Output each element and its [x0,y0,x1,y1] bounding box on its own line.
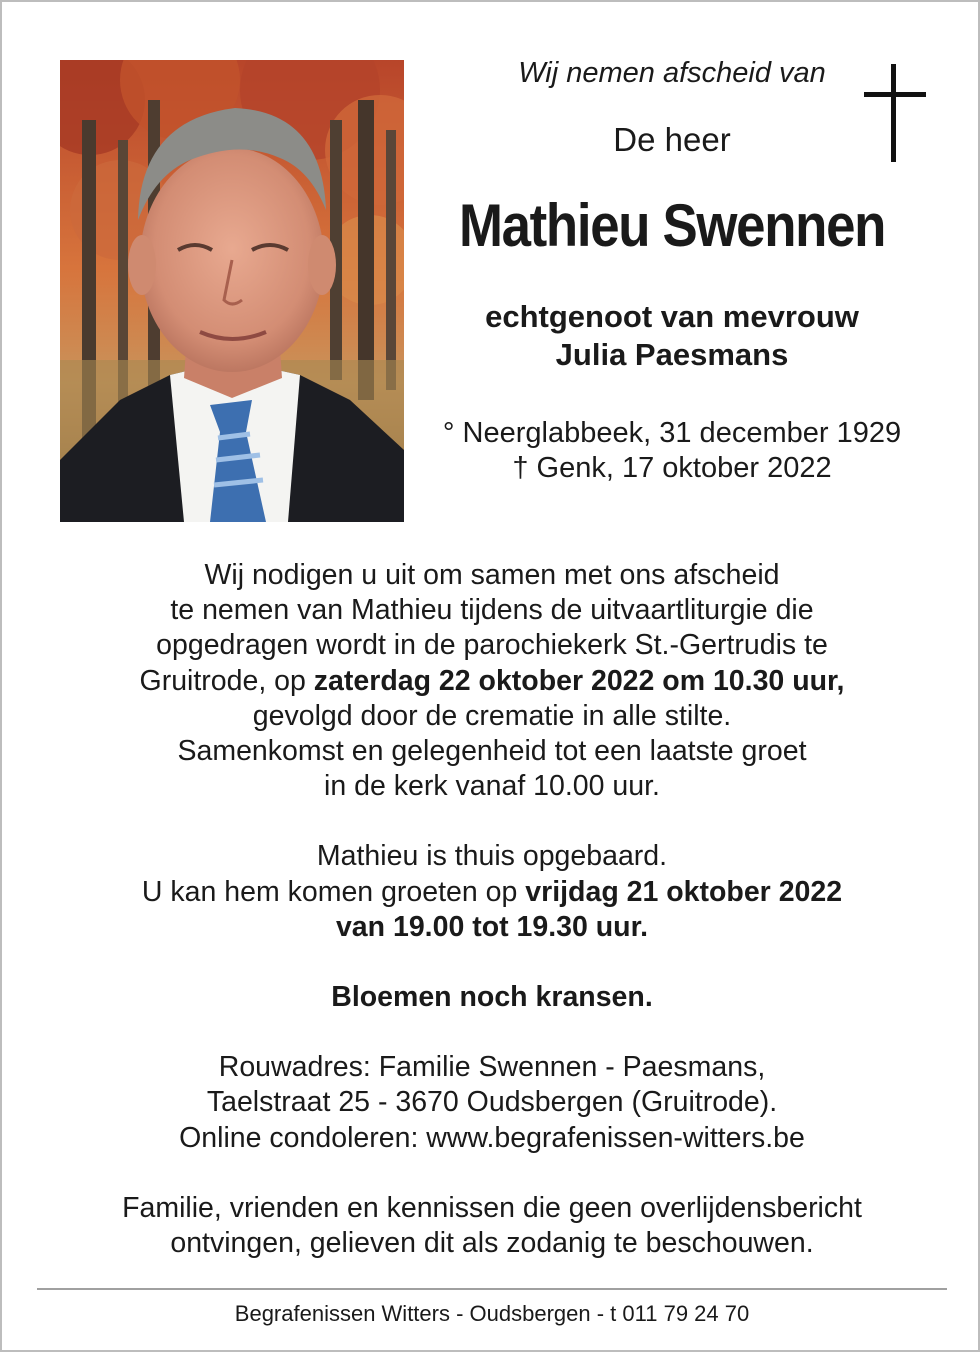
ceremony-line: Wij nodigen u uit om samen met ons afscheid [204,559,780,591]
condolence-link[interactable]: Online condoleren: www.begrafenissen-witters.be [179,1121,805,1154]
footer-divider [37,1288,947,1290]
flowers-paragraph [42,980,942,1015]
portrait-photo [60,60,404,522]
visitation-date: vrijdag 21 oktober 2022 [525,875,843,908]
flowers-note: Bloemen noch kransen. [331,981,653,1014]
closing-line: Familie, vrienden en kennissen die geen overlijdensbericht [122,1191,862,1224]
closing-line: ontvingen, gelieven dit als zodanig te beschouwen. [170,1227,814,1260]
spouse-name: Julia Paesmans [555,337,789,372]
life-dates [412,416,932,486]
birth-date: ° Neerglabbeek, 31 december 1929 [442,417,902,449]
death-date: † Genk, 17 oktober 2022 [512,452,832,484]
honorific: De heer [613,121,731,158]
ceremony-line: Samenkomst en gelegenheid tot een laatste groet [177,735,807,768]
ceremony-line: in de kerk vanaf 10.00 uur. [324,770,660,803]
ceremony-line: te nemen van Mathieu tijdens de uitvaartliturgie die [170,594,814,627]
address-line: Taelstraat 25 - 3670 Oudsbergen (Gruitrode). [206,1086,778,1119]
ceremony-line: opgedragen wordt in de parochiekerk St.-Gertrudis te [156,629,828,662]
closing-paragraph [42,1191,942,1261]
ceremony-line: Gruitrode, op [139,664,314,697]
visitation-line: Mathieu is thuis opgebaard. [316,840,668,873]
visitation-time: van 19.00 tot 19.30 uur. [335,910,649,943]
visitation-line: U kan hem komen groeten op [141,875,526,908]
funeral-home-footer: Begrafenissen Witters - Oudsbergen - t 011 79 24 70 [234,1301,750,1326]
ceremony-line: gevolgd door de crematie in alle stilte. [252,699,732,732]
notice-body [42,558,942,1296]
visitation-paragraph [42,839,942,945]
spouse-line-1: echtgenoot van mevrouw [485,299,859,334]
ceremony-datetime: zaterdag 22 oktober 2022 om 10.30 uur, [313,664,845,697]
address-paragraph [42,1050,942,1156]
address-line: Rouwadres: Familie Swennen - Paesmans, [218,1051,766,1084]
deceased-name: Mathieu Swennen [458,192,886,259]
ceremony-paragraph [42,558,942,804]
intro-text: Wij nemen afscheid van [518,57,826,89]
spouse-info [422,298,922,374]
